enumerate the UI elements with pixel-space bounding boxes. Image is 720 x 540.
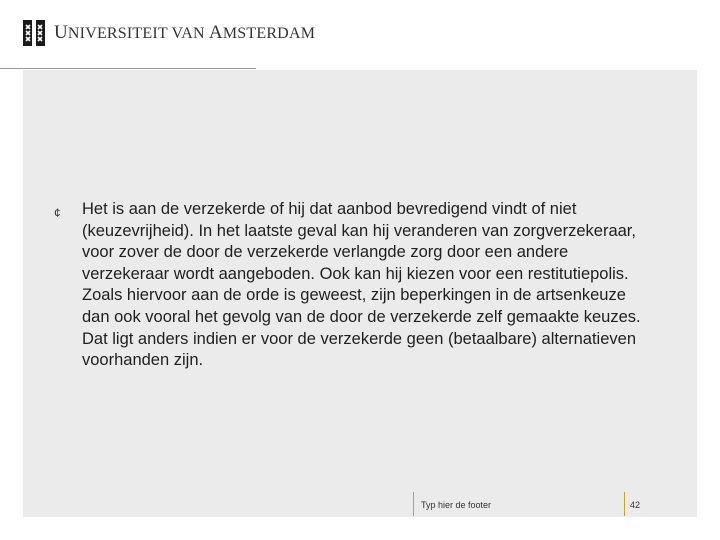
header-rule — [0, 68, 256, 69]
footer-divider — [624, 492, 625, 516]
body-paragraph: Het is aan de verzekerde of hij dat aanbod bevredigend vindt of niet (keuzevrijheid). In het laatste geval kan hij veranderen van zorgverzekeraar, voor zover de door de verzekerde verlangde zorg door een andere verzekeraar wordt aangeboden. Ook kan hij kiezen voor een restitutiepolis. Zoals hiervoor aan de orde is geweest, zijn beperkingen in de artsenkeuze dan ook vooral het gevolg van de door de verzekerde zelf gemaakte keuzes. Dat ligt anders indien er voor de verzekerde geen (betaalbare) alternatieven voorhanden zijn. — [82, 200, 641, 370]
page-number: 42 — [630, 500, 641, 510]
footer-text: Typ hier de footer — [421, 500, 492, 510]
university-name: UNIVERSITEIT VAN AMSTERDAM — [54, 22, 316, 43]
footer-divider — [413, 492, 414, 516]
slide-header — [0, 0, 720, 70]
uva-crest-icon — [23, 20, 45, 46]
bullet-icon: ¢ — [54, 206, 61, 220]
